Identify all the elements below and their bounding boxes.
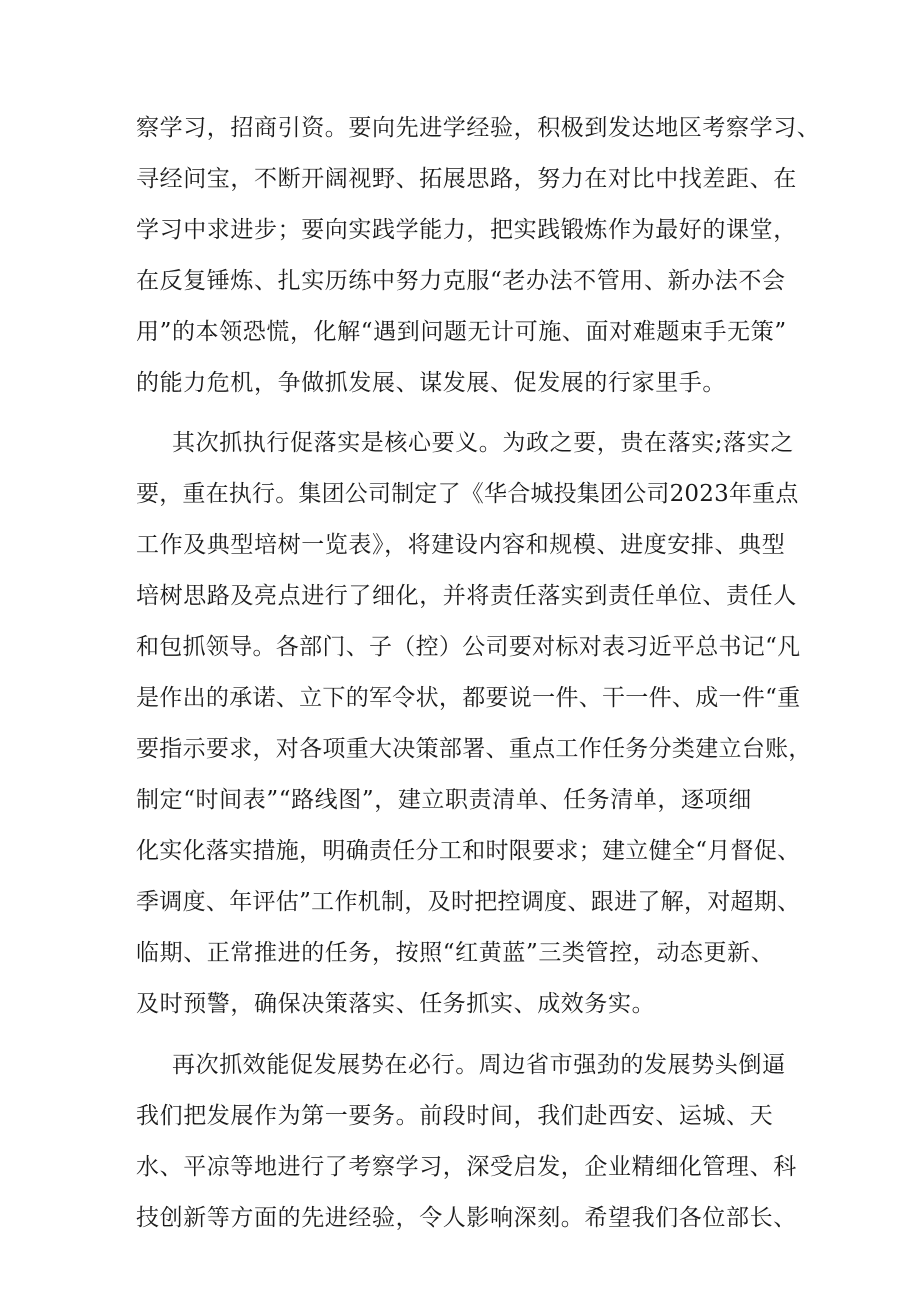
text-line: 和包抓领导。各部门、子（控）公司要对标对表习近平总书记“凡 xyxy=(136,634,801,660)
text-line: 化实化落实措施，明确责任分工和时限要求；建立健全“月督促、 xyxy=(136,838,801,864)
text-line: 工作及典型培树一览表》，将建设内容和规模、进度安排、典型 xyxy=(136,532,786,558)
text-line: 的能力危机，争做抓发展、谋发展、促发展的行家里手。 xyxy=(136,370,726,396)
text-line: 在反复锤炼、扎实历练中努力克服“老办法不管用、新办法不会 xyxy=(136,268,786,294)
text-line: 要指示要求，对各项重大决策部署、重点工作任务分类建立台账， xyxy=(136,736,812,762)
text-line: 季调度、年评估”工作机制，及时把控调度、跟进了解，对超期、 xyxy=(136,889,801,915)
text-line: 是作出的承诺、立下的军令状，都要说一件、干一件、成一件“重 xyxy=(136,685,801,711)
text-line: 要，重在执行。集团公司制定了《华合城投集团公司2023年重点 xyxy=(136,481,799,507)
text-line: 再次抓效能促发展势在必行。周边省市强劲的发展势头倒逼 xyxy=(172,1052,786,1078)
text-line: 技创新等方面的先进经验，令人影响深刻。希望我们各位部长、 xyxy=(136,1205,797,1231)
text-line: 培树思路及亮点进行了细化，并将责任落实到责任单位、责任人 xyxy=(136,583,797,609)
text-line: 我们把发展作为第一要务。前段时间，我们赴西安、运城、天 xyxy=(136,1103,774,1129)
text-line: 及时预警，确保决策落实、任务抓实、成效务实。 xyxy=(136,991,656,1017)
text-line: 察学习，招商引资。要向先进学经验，积极到发达地区考察学习、 xyxy=(136,115,821,141)
text-line: 其次抓执行促落实是核心要义。为政之要，贵在落实;落实之 xyxy=(172,430,794,456)
text-line: 水、平凉等地进行了考察学习，深受启发，企业精细化管理、科 xyxy=(136,1154,797,1180)
text-line: 学习中求进步；要向实践学能力，把实践锻炼作为最好的课堂， xyxy=(136,217,797,243)
text-line: 寻经问宝，不断开阔视野、拓展思路，努力在对比中找差距、在 xyxy=(136,166,797,192)
text-line: 用”的本领恐慌，化解“遇到问题无计可施、面对难题束手无策” xyxy=(136,319,787,345)
text-line: 制定“时间表”“路线图”，建立职责清单、任务清单，逐项细 xyxy=(136,787,752,813)
text-line: 临期、正常推进的任务，按照“红黄蓝”三类管控，动态更新、 xyxy=(136,940,775,966)
